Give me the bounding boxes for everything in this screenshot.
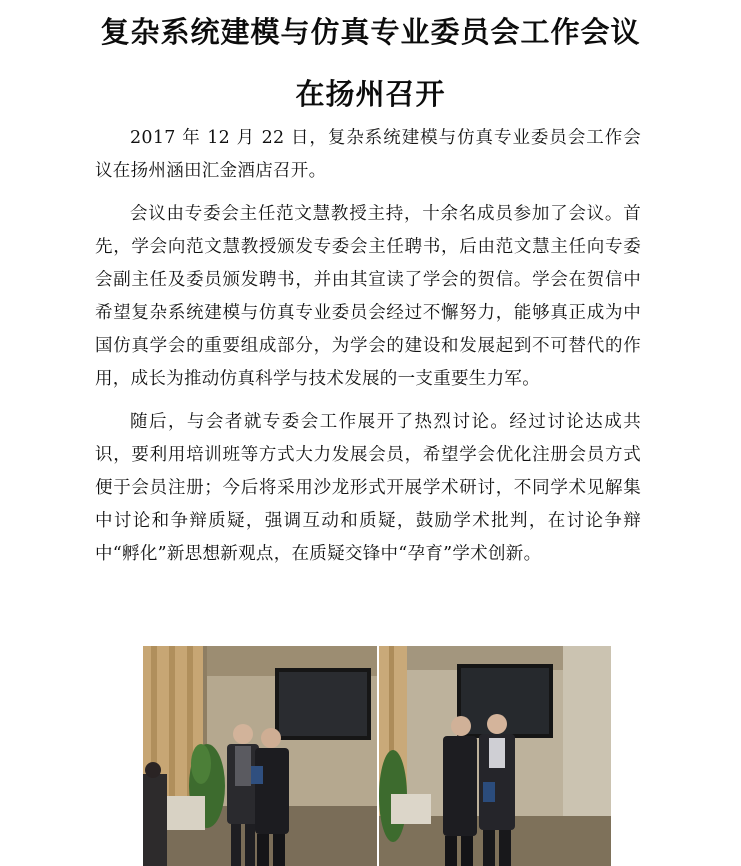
- paragraph-2: 会议由专委会主任范文慧教授主持，十余名成员参加了会议。首先，学会向范文慧教授颁发专委会主任聘书，后由范文慧主任向专委会副主任及委员颁发聘书，并由其宣读了学会的贺信。学会在贺信中希望复杂系统建模与仿真专业委员会经过不懈努力，能够真正成为中国仿真学会的重要组成部分，为学会的建设和发展起到不可替代的作用，成长为推动仿真科学与技术发展的一支重要生力军。: [95, 204, 641, 389]
- paragraph-1: 2017 年 12 月 22 日，复杂系统建模与仿真专业委员会工作会议在扬州涵田汇金酒店召开。: [95, 128, 641, 181]
- photo-certificate-presentation-left: [143, 646, 377, 866]
- article-title-line-2: 在扬州召开: [295, 77, 446, 111]
- meeting-room-photo-image: [379, 646, 611, 866]
- meeting-photos: [143, 646, 611, 866]
- article-title-line-1: 复杂系统建模与仿真专业委员会工作会议: [100, 15, 641, 49]
- meeting-room-photo-image: [143, 646, 377, 866]
- article-body: [95, 122, 641, 581]
- photo-certificate-presentation-right: [379, 646, 611, 866]
- paragraph-3: 随后，与会者就专委会工作展开了热烈讨论。经过讨论达成共识，要利用培训班等方式大力发展会员，希望学会优化注册会员方式便于会员注册；今后将采用沙龙形式开展学术研讨，不同学术见解集中讨论和争辩质疑，强调互动和质疑，鼓励学术批判，在讨论争辩中“孵化”新思想新观点，在质疑交锋中“孕育”学术创新。: [95, 412, 641, 564]
